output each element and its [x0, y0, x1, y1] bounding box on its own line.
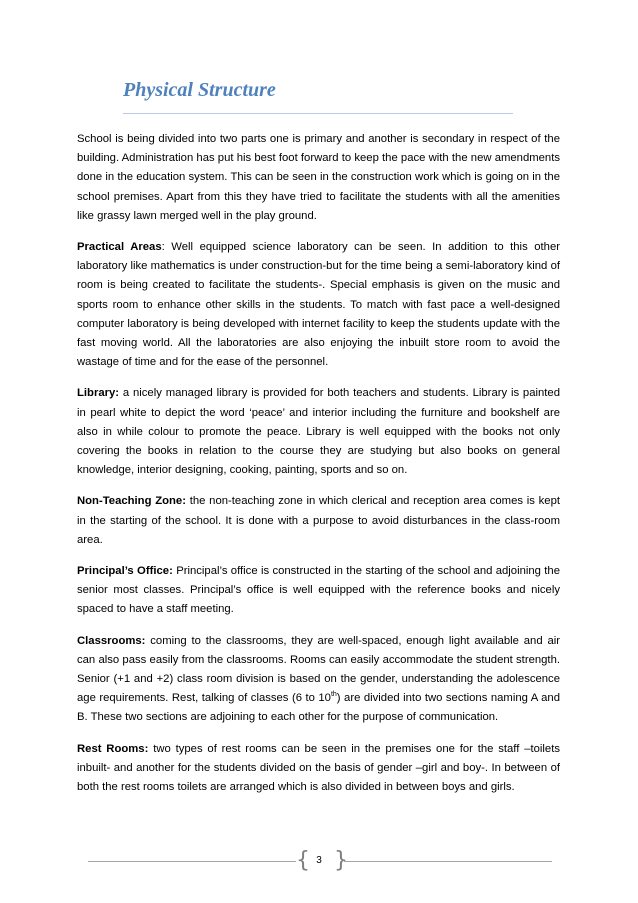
classrooms-paragraph: [77, 632, 560, 728]
title-underline: [123, 113, 513, 114]
footer-bracket-left: {: [296, 848, 310, 873]
principals-office-text: Principal’s office is constructed in the starting of the school and adjoining the senior most classes. Principal’s office is well equipped with the reference books and nicely spaced to have a staff meeting.: [77, 565, 560, 616]
non-teaching-zone-heading: Non-Teaching Zone:: [77, 495, 186, 508]
page-number: 3: [316, 855, 322, 866]
footer-bracket-right: }: [334, 848, 348, 873]
non-teaching-zone-text: the non-teaching zone in which clerical and reception area comes is kept in the starting of the school. It is done with a purpose to avoid disturbances in the class-room area.: [77, 495, 560, 546]
footer-rule-right: [344, 861, 552, 862]
intro-paragraph: School is being divided into two parts one is primary and another is secondary in respect of the building. Administration has put his best foot forward to keep the pace with the new amendments done in the education system. This can be seen in the construction work which is going on in the school premises. Apart from this they have tried to facilitate the students with all the amenities like grassy lawn merged well in the play ground.: [77, 133, 560, 222]
superscript-th: th: [330, 691, 337, 699]
practical-areas-text: Well equipped science laboratory can be seen. In addition to this other laboratory like mathematics is under construction-but for the time being a semi-laboratory kind of room is being created to facilitate the students-. Special emphasis is given on the music and sports room to enhance other skills in the students. To match with fast pace a well-designed computer laboratory is being developed with internet facility to keep the students update with the fast moving world. All the laboratories are also enjoying the inbuilt store room to avoid the wastage of time and for the ease of the personnel.: [77, 241, 560, 369]
rest-rooms-paragraph: [77, 740, 560, 798]
library-text: a nicely managed library is provided for both teachers and students. Library is painted in pearl white to depict the word ‘peace’ and interior including the furniture and bookshelf are also in while colour to promote the peace. Library is well equipped with the books not only covering the books in relation to the course they are studying but also books on general knowledge, interior designing, cooking, painting, sports and so on.: [77, 387, 560, 477]
library-paragraph: [77, 384, 560, 480]
footer-rule-left: [88, 861, 296, 862]
page-title: Physical Structure: [123, 79, 276, 101]
library-heading: Library:: [77, 387, 120, 400]
non-teaching-zone-paragraph: [77, 492, 560, 550]
classrooms-text-end: ) are divided into two sections naming A and B. These two sections are adjoining to each other for the purpose of communication.: [77, 692, 560, 724]
classrooms-heading: Classrooms:: [77, 634, 146, 647]
rest-rooms-heading: Rest Rooms:: [77, 742, 149, 755]
practical-areas-heading: Practical Areas: [77, 241, 162, 254]
document-body: [77, 130, 560, 809]
principals-office-paragraph: [77, 562, 560, 620]
classrooms-text-start: coming to the classrooms, they are well-spaced, enough light available and air can also pass easily from the classrooms. Rooms can easily accommodate the student strength. Senior (+1 and +2) class room division is based on the gender, understanding the adolescence age requirements. Rest, talking of classes (6 to 10: [77, 634, 561, 705]
principals-office-heading: Principal’s Office:: [77, 565, 173, 578]
rest-rooms-text: two types of rest rooms can be seen in the premises one for the staff –toilets inbuilt- and another for the students divided on the basis of gender –girl and boy-. In between of both the rest rooms toilets are arranged which is also divided in between boys and girls.: [77, 742, 560, 794]
practical-areas-paragraph: Practical Areas: Well equipped science laboratory can be seen. In addition to this other laboratory like mathematics is under construction-but for the time being a semi-laboratory kind of room is being created to facilitate the students-. Special emphasis is given on the music and sports room to enhance other skills in the students. To match with fast pace a well-designed computer laboratory is being developed with internet facility to keep the students update with the fast moving world. All the laboratories are also enjoying the inbuilt store room to avoid the wastage of time and for the ease of the personnel.: [77, 241, 560, 369]
